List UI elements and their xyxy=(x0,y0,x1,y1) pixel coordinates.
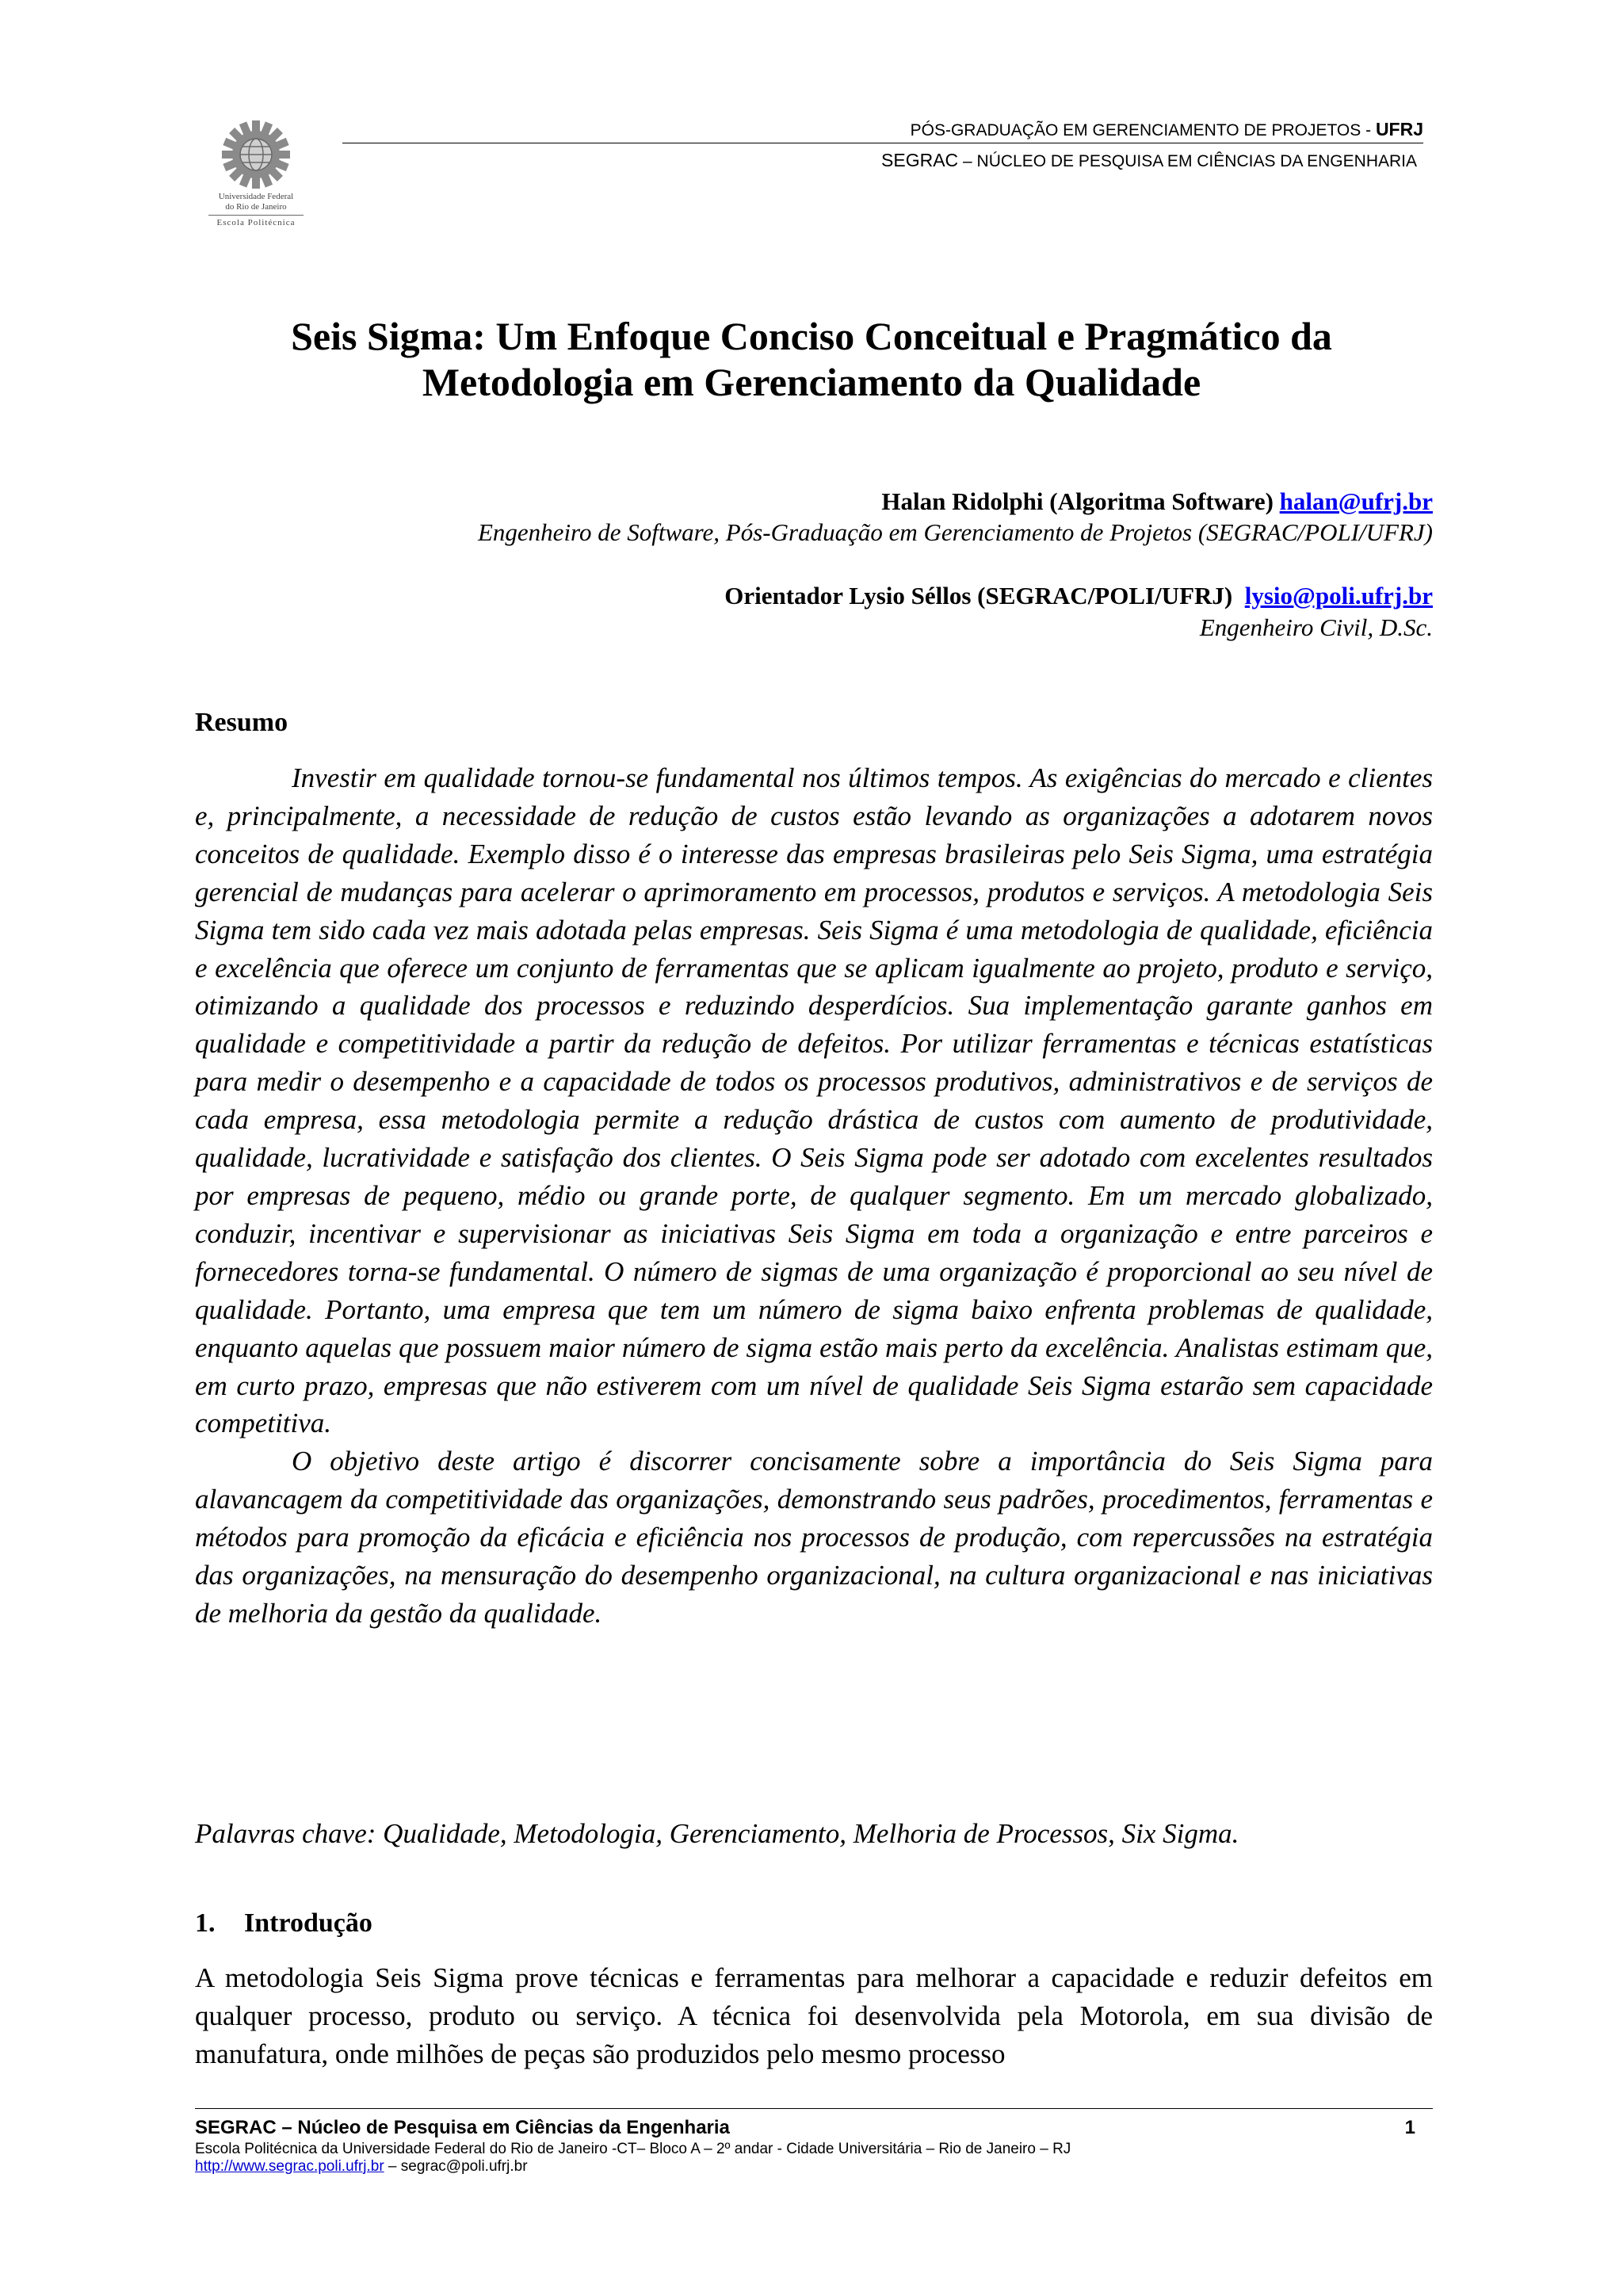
intro-paragraph: A metodologia Seis Sigma prove técnicas e ferramentas para melhorar a capacidade e reduzir defeitos em qualquer processo, produto ou serviço. A técnica foi desenvolvida pela Motorola, em sua divisão de manufatura, onde milhões de peças são produzidos pelo mesmo processo xyxy=(195,1962,1433,2069)
abstract-body xyxy=(195,759,1433,1633)
intro-section-title: Introdução xyxy=(244,1908,372,1938)
author-2 xyxy=(724,582,1433,610)
gear-emblem-icon xyxy=(219,117,293,192)
header-center-separator: – xyxy=(958,152,977,170)
header-program-name: PÓS-GRADUAÇÃO EM GERENCIAMENTO DE PROJETOS xyxy=(910,121,1361,139)
keywords: Palavras chave: Qualidade, Metodologia, Gerenciamento, Melhoria de Processos, Six Sigma. xyxy=(195,1818,1239,1849)
footer-address: Escola Politécnica da Universidade Federal do Rio de Janeiro -CT– Bloco A – 2º andar - Cidade Universitária – Rio de Janeiro – RJ xyxy=(195,2141,1071,2157)
abstract-paragraph: Investir em qualidade tornou-se fundamental nos últimos tempos. As exigências do mercado e clientes e, principalmente, a necessidade de redução de custos estão levando as organizações a adotarem novos conceitos de qualidade. Exemplo disso é o interesse das empresas brasileiras pelo Seis Sigma, uma estratégia gerencial de mudanças para acelerar o aprimoramento em processos, produtos e serviços. A metodologia Seis Sigma tem sido cada vez mais adotada pelas empresas. Seis Sigma é uma metodologia de qualidade, eficiência e excelência que oferece um conjunto de ferramentas que se aplicam igualmente ao projeto, produto e serviço, otimizando a qualidade dos processos e reduzindo desperdícios. Sua implementação garante ganhos em qualidade e competitividade a partir da redução de defeitos. Por utilizar ferramentas e técnicas estatísticas para medir o desempenho e a capacidade de todos os processos produtivos, administrativos e de serviços de cada empresa, essa metodologia permite a redução drástica de custos com aumento de produtividade, qualidade, lucratividade e satisfação dos clientes. O Seis Sigma pode ser adotado com excelentes resultados por empresas de pequeno, médio ou grande porte, de qualquer segmento. Em um mercado globalizado, conduzir, incentivar e supervisionar as iniciativas Seis Sigma em toda a organização e entre parceiros e fornecedores torna-se fundamental. O número de sigmas de uma organização é proporcional ao seu nível de qualidade. Portanto, uma empresa que tem um número de sigma baixo enfrenta problemas de qualidade, enquanto aquelas que possuem maior número de sigma estão mais perto da excelência. Analistas estimam que, em curto prazo, empresas que não estiverem com um nível de qualidade Seis Sigma estarão sem capacidade competitiva. xyxy=(195,762,1433,1439)
logo-university-line1: Universidade Federal xyxy=(218,192,294,201)
intro-heading xyxy=(195,1908,372,1939)
header-research-center xyxy=(881,150,1417,171)
author-2-email-link[interactable]: lysio@poli.ufrj.br xyxy=(1244,582,1433,609)
paper-title-line1: Seis Sigma: Um Enfoque Conciso Conceitual e Pragmático da xyxy=(291,314,1332,358)
intro-section-number: 1. xyxy=(195,1908,216,1938)
logo-school-name: Escola Politécnica xyxy=(216,218,296,227)
footer-email: segrac@poli.ufrj.br xyxy=(400,2158,528,2175)
header-center-acronym: SEGRAC xyxy=(881,150,959,170)
footer-contact-separator: – xyxy=(384,2158,401,2175)
author-1-email-link[interactable]: halan@ufrj.br xyxy=(1279,487,1433,515)
footer-title: SEGRAC – Núcleo de Pesquisa em Ciências da Engenharia xyxy=(195,2117,730,2138)
author-1-name: Halan Ridolphi (Algoritma Software) xyxy=(881,487,1274,515)
logo-divider xyxy=(208,214,304,216)
header-program-university: UFRJ xyxy=(1375,119,1423,139)
ufrj-logo xyxy=(197,117,315,236)
author-1 xyxy=(881,487,1433,516)
abstract-heading: Resumo xyxy=(195,708,288,737)
logo-university-line2: do Rio de Janeiro xyxy=(225,202,287,212)
author-2-name: Orientador Lysio Séllos (SEGRAC/POLI/UFRJ) xyxy=(724,582,1233,609)
author-2-affiliation: Engenheiro Civil, D.Sc. xyxy=(1199,613,1433,641)
abstract-paragraph: O objetivo deste artigo é discorrer concisamente sobre a importância do Seis Sigma para alavancagem da competitividade das organizações, demonstrando seus padrões, procedimentos, ferramentas e métodos para promoção da eficácia e eficiência nos processos de produção, com repercussões na estratégia das organizações, na mensuração do desempenho organizacional, na cultura organizacional e nas iniciativas de melhoria da gestão da qualidade. xyxy=(195,1446,1433,1629)
header-center-name: NÚCLEO DE PESQUISA EM CIÊNCIAS DA ENGENHARIA xyxy=(976,152,1417,170)
paper-title xyxy=(193,313,1430,405)
page-number: 1 xyxy=(1404,2117,1415,2138)
footer-divider xyxy=(195,2108,1433,2109)
footer-website-link[interactable]: http://www.segrac.poli.ufrj.br xyxy=(195,2158,384,2175)
header-program-separator: - xyxy=(1361,121,1376,139)
author-1-affiliation: Engenheiro de Software, Pós-Graduação em Gerenciamento de Projetos (SEGRAC/POLI/UFRJ) xyxy=(477,518,1433,546)
paper-title-line2: Metodologia em Gerenciamento da Qualidade xyxy=(422,360,1201,404)
header-program xyxy=(911,119,1423,140)
footer-contact xyxy=(195,2158,528,2176)
